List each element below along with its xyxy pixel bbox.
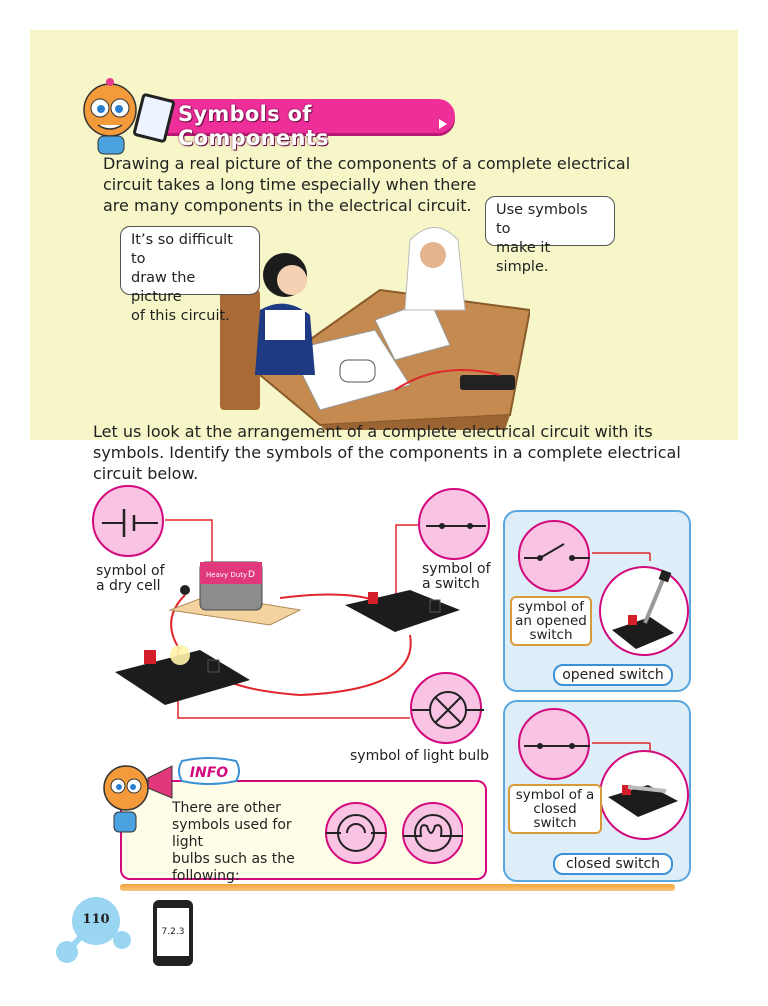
bubble-line: of this circuit.: [131, 308, 230, 324]
info-line: following:: [172, 868, 240, 884]
phone-icon: [153, 900, 193, 966]
robot-megaphone-icon: [92, 752, 182, 842]
label-line: an opened: [515, 613, 587, 629]
label-line: symbol of: [517, 599, 585, 615]
closed-switch-caption: closed switch: [553, 853, 673, 875]
para-line: symbols. Identify the symbols of the components in a complete electrical: [93, 443, 681, 462]
info-text: [172, 800, 312, 885]
footer-bar: [120, 884, 675, 891]
info-tag-label: INFO: [189, 765, 229, 781]
closed-switch-symbol: [518, 708, 590, 780]
circuit-paragraph: [93, 421, 693, 484]
closed-switch-photo: [590, 735, 690, 855]
label-line: switch: [529, 627, 573, 643]
bubble-line: Use symbols to: [496, 202, 588, 237]
bubble-line: make it simple.: [496, 240, 551, 275]
para-line: Let us look at the arrangement of a complete electrical circuit with its: [93, 422, 653, 441]
light-bulb-symbol: [410, 672, 482, 744]
dry-cell-label: [96, 564, 165, 594]
switch-symbol-icon: [420, 490, 492, 562]
page-title: Symbols of Components: [178, 102, 329, 150]
girl-speech-bubble: [120, 226, 260, 324]
teacher-speech-bubble: [485, 196, 615, 275]
info-line: There are other: [172, 800, 281, 816]
para-line: circuit below.: [93, 464, 199, 483]
title-banner: [150, 99, 455, 150]
opened-switch-symbol-label: [510, 596, 592, 646]
intro-line: are many components in the electrical circuit.: [103, 196, 472, 215]
info-line: bulbs such as the: [172, 851, 295, 867]
opened-switch-symbol-icon: [520, 522, 592, 594]
light-bulb-symbol-icon: [412, 674, 484, 746]
info-line: symbols used for light: [172, 817, 292, 850]
opened-switch-symbol: [518, 520, 590, 592]
alt-bulb-symbols: [323, 800, 463, 866]
dry-cell-symbol: [92, 485, 164, 557]
bubble-line: draw the picture: [131, 270, 196, 305]
info-tag: [176, 757, 242, 787]
label-line: a dry cell: [96, 578, 161, 594]
battery-brand-label: Heavy Duty: [206, 571, 248, 579]
bubble-line: It’s so difficult to: [131, 232, 233, 267]
opened-switch-photo: [590, 545, 690, 665]
battery-letter-label: D: [248, 570, 255, 580]
phone-code: 7.2.3: [157, 908, 189, 956]
opened-switch-caption: opened switch: [553, 664, 673, 686]
intro-line: circuit takes a long time especially when there: [103, 175, 477, 194]
label-line: symbol of: [96, 563, 165, 579]
closed-switch-symbol-icon: [520, 710, 592, 782]
label-line: symbol of a: [515, 787, 595, 803]
light-bulb-label: symbol of light bulb: [350, 748, 489, 764]
dry-cell-symbol-icon: [94, 487, 166, 559]
switch-label: [422, 562, 491, 592]
switch-symbol: [418, 488, 490, 560]
closed-switch-symbol-label: [508, 784, 602, 834]
label-line: closed switch: [533, 801, 577, 831]
label-line: a switch: [422, 576, 480, 592]
intro-line: Drawing a real picture of the components of a complete electrical: [103, 154, 631, 173]
label-line: symbol of: [422, 561, 491, 577]
page-number: 110: [72, 897, 120, 945]
